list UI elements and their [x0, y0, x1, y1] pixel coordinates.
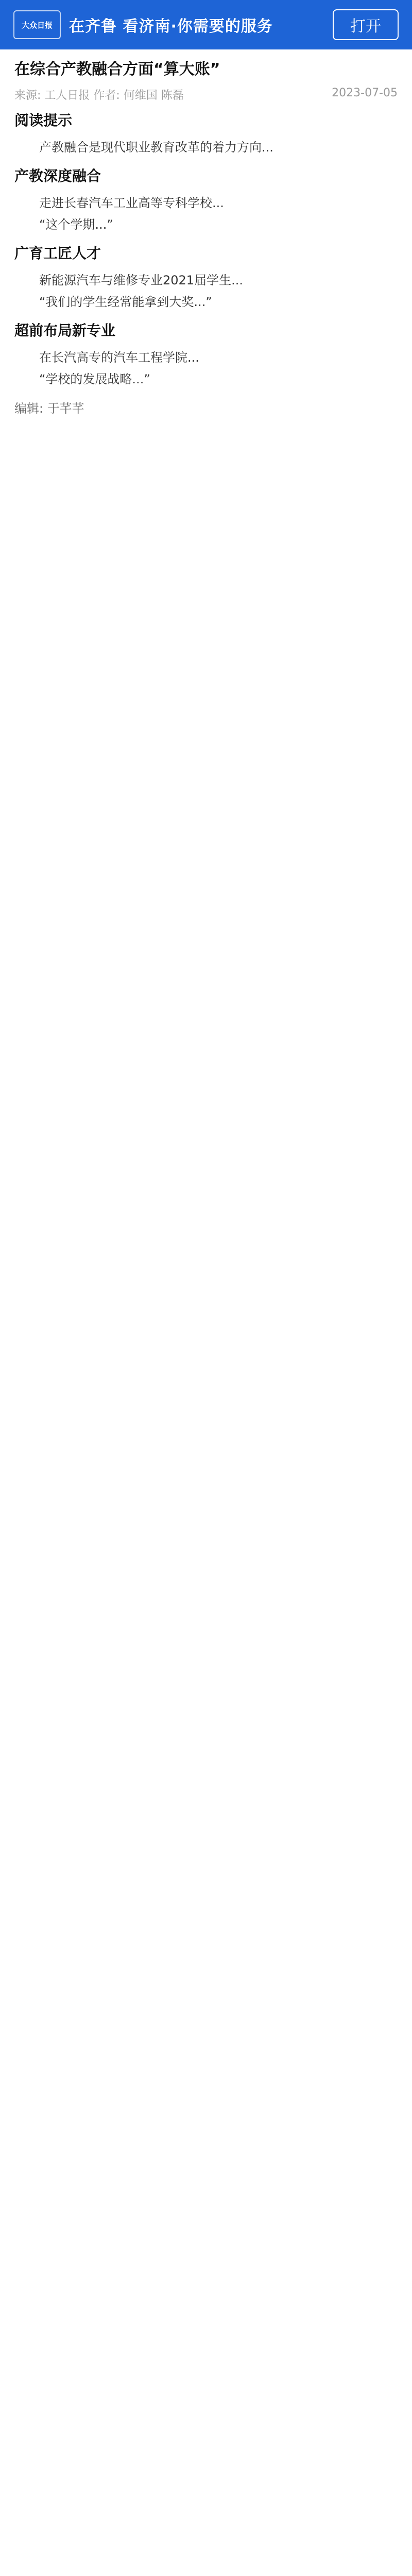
article-headline: 在综合产教融合方面“算大账”: [14, 60, 220, 78]
section-title: 阅读提示: [14, 112, 73, 129]
app-name: 在齐鲁 看济南·你需要的服务: [69, 18, 273, 36]
article-source: 来源: 工人日报 作者: 何维国 陈磊: [14, 89, 184, 102]
app-banner: [0, 0, 412, 49]
paragraph: 新能源汽车与维修专业2021届学生...: [39, 273, 243, 287]
article-date: 2023-07-05: [332, 87, 398, 99]
paragraph: 产教融合是现代职业教育改革的着力方向...: [39, 140, 273, 155]
article: [0, 52, 412, 416]
app-logo: 大众日报: [13, 10, 61, 39]
section-title: 广育工匠人才: [14, 245, 101, 262]
paragraph: 走进长春汽车工业高等专科学校...: [39, 196, 224, 210]
section-title: 超前布局新专业: [14, 322, 116, 339]
paragraph: 在长汽高专的汽车工程学院...: [39, 350, 199, 365]
article-author: 编辑: 于芊芊: [14, 401, 84, 416]
section-title: 产教深度融合: [14, 167, 101, 184]
paragraph: “这个学期...”: [39, 217, 113, 232]
article-meta: [14, 87, 398, 103]
paragraph: “学校的发展战略...”: [39, 372, 150, 386]
paragraph: “我们的学生经常能拿到大奖...”: [39, 295, 212, 309]
open-app-button[interactable]: 打开: [333, 9, 399, 40]
